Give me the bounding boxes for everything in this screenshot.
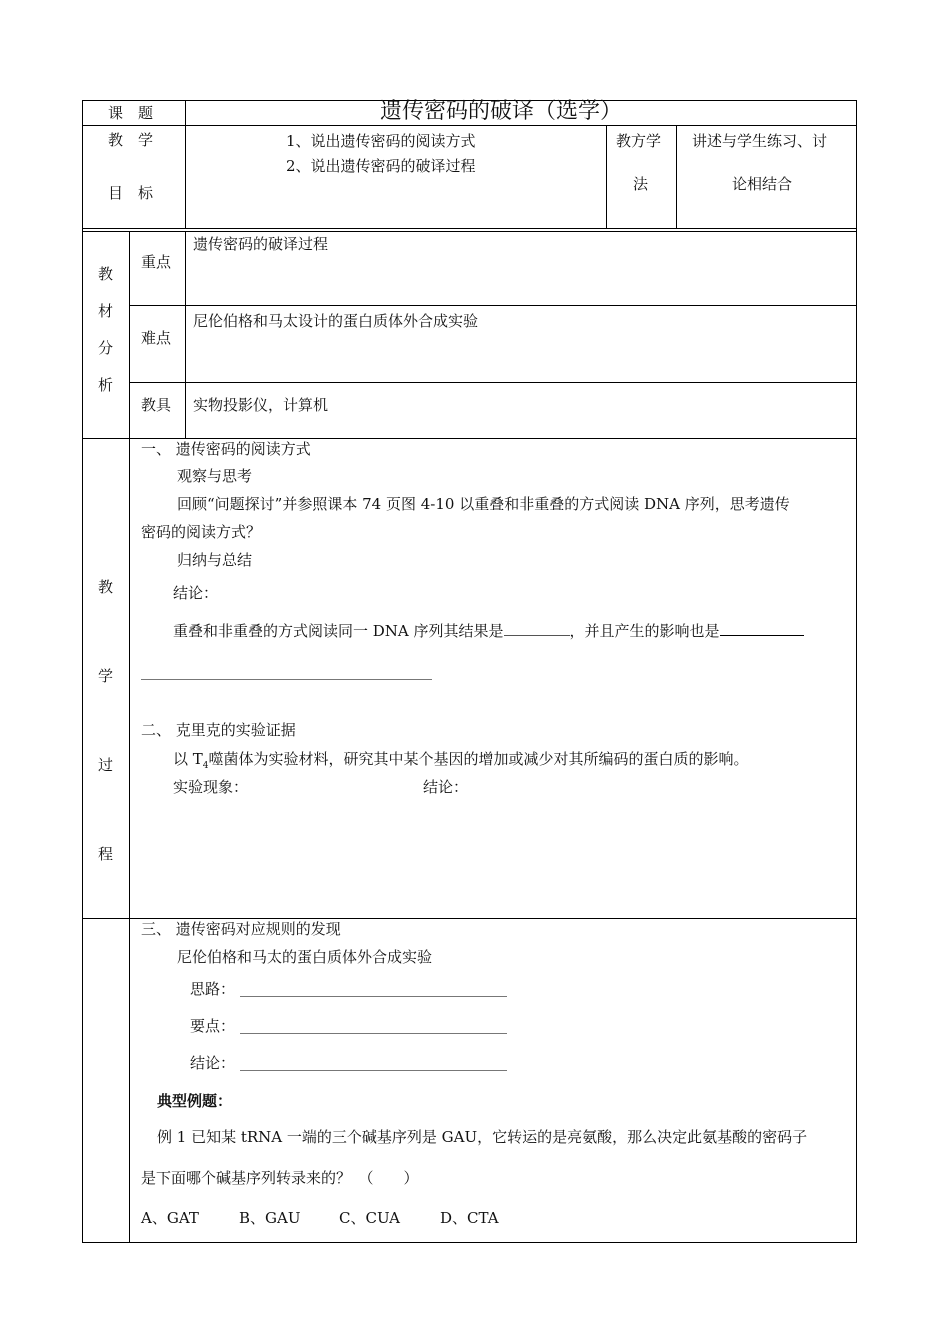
section3-subtitle: 尼伦伯格和马太的蛋白质体外合成实验 [177,948,433,966]
process-label-char-2: 学 [98,667,114,685]
section1-fill-text-a: 重叠和非重叠的方式阅读同一 DNA 序列其结果是 [173,622,504,640]
process-label-char-3: 过 [98,756,114,774]
tools-text: 实物投影仪，计算机 [193,396,329,414]
section2-body-a: 以 T [173,750,203,768]
section2-body-sub: 4 [202,761,209,771]
key-point-label: 重点 [141,253,172,271]
method-text-1: 讲述与学生练习、讨 [692,132,828,150]
table-border-bottom [82,1242,857,1243]
row-divider-difficult [129,382,857,383]
table-border-right [856,100,857,1243]
section2-phenomenon: 实验现象： [173,778,249,796]
section1-title: 一、 遗传密码的阅读方式 [141,440,311,458]
option-a[interactable]: A、GAT [141,1209,199,1227]
topic-label: 课 题 [108,104,154,122]
goals-label-1: 教 学 [108,131,154,149]
section1-body-2: 密码的阅读方式？ [141,523,262,541]
row-divider-goals [82,228,857,229]
col-divider-sublabel [185,231,186,439]
goals-label-2: 目 标 [108,184,154,202]
section1-fill-line [173,621,804,640]
section2-body-b: 噬菌体为实验材料，研究其中某个基因的增加或减少对其所编码的蛋白质的影响。 [208,750,749,768]
blank-conclusion[interactable] [240,1070,507,1071]
section1-summary: 归纳与总结 [177,551,253,569]
example-heading: 典型例题： [157,1092,233,1110]
row-divider-analysis [82,438,857,439]
section1-fill-text-b: ，并且产生的影响也是 [569,622,720,640]
method-label-2: 法 [633,175,649,193]
analysis-label-char-2: 材 [98,302,114,320]
section1-body-1: 回顾“问题探讨”并参照课本 74 页图 4-10 以重叠和非重叠的方式阅读 DNA 序列，思考遗传 [177,495,790,513]
goal-item-2: 2、说出遗传密码的破译过程 [286,157,476,175]
section3-conclusion-label: 结论： [190,1054,236,1072]
difficult-point-text: 尼伦伯格和马太设计的蛋白质体外合成实验 [193,312,479,330]
row-divider-key [129,305,857,306]
tools-label: 教具 [141,396,172,414]
goal-item-1: 1、说出遗传密码的阅读方式 [286,132,476,150]
section3-keypoint-label: 要点： [190,1017,236,1035]
blank-effect-continued[interactable] [141,679,432,680]
col-divider-goals [606,125,607,229]
section1-observe: 观察与思考 [177,467,253,485]
section2-conclusion: 结论： [423,778,469,796]
section3-title: 三、 遗传密码对应规则的发现 [141,920,341,938]
row-divider-title [82,125,857,126]
blank-keypoint[interactable] [240,1033,507,1034]
example-question-line-2: 是下面哪个碱基序列转录来的？ （ ） [141,1169,419,1187]
method-label-1: 教方学 [616,132,662,150]
row-divider-process [82,918,857,919]
difficult-point-label: 难点 [141,329,172,347]
section3-idea-label: 思路： [190,980,236,998]
blank-effect[interactable] [720,621,804,636]
option-c[interactable]: C、CUA [339,1209,400,1227]
col-divider-analysis [129,231,130,1243]
method-text-2: 论相结合 [732,175,793,193]
option-b[interactable]: B、GAU [239,1209,301,1227]
option-d[interactable]: D、CTA [440,1209,499,1227]
analysis-label-char-4: 析 [98,376,114,394]
section2-body [173,750,749,775]
blank-idea[interactable] [240,996,507,997]
key-point-text: 遗传密码的破译过程 [193,235,329,253]
page-title: 遗传密码的破译（选学） [380,99,623,124]
analysis-label-char-1: 教 [98,265,114,283]
col-divider-label [185,100,186,229]
blank-result[interactable] [504,621,570,636]
col-divider-method [676,125,677,229]
section1-conclusion: 结论： [173,584,219,602]
process-label-char-1: 教 [98,578,114,596]
analysis-label-char-3: 分 [98,339,114,357]
example-question-line-1: 例 1 已知某 tRNA 一端的三个碱基序列是 GAU，它转运的是亮氨酸，那么决定此氨基酸的密码子 [157,1128,808,1146]
row-divider-goals-double [82,231,857,232]
section2-title: 二、 克里克的实验证据 [141,721,296,739]
process-label-char-4: 程 [98,845,114,863]
table-border-left [82,100,83,1243]
